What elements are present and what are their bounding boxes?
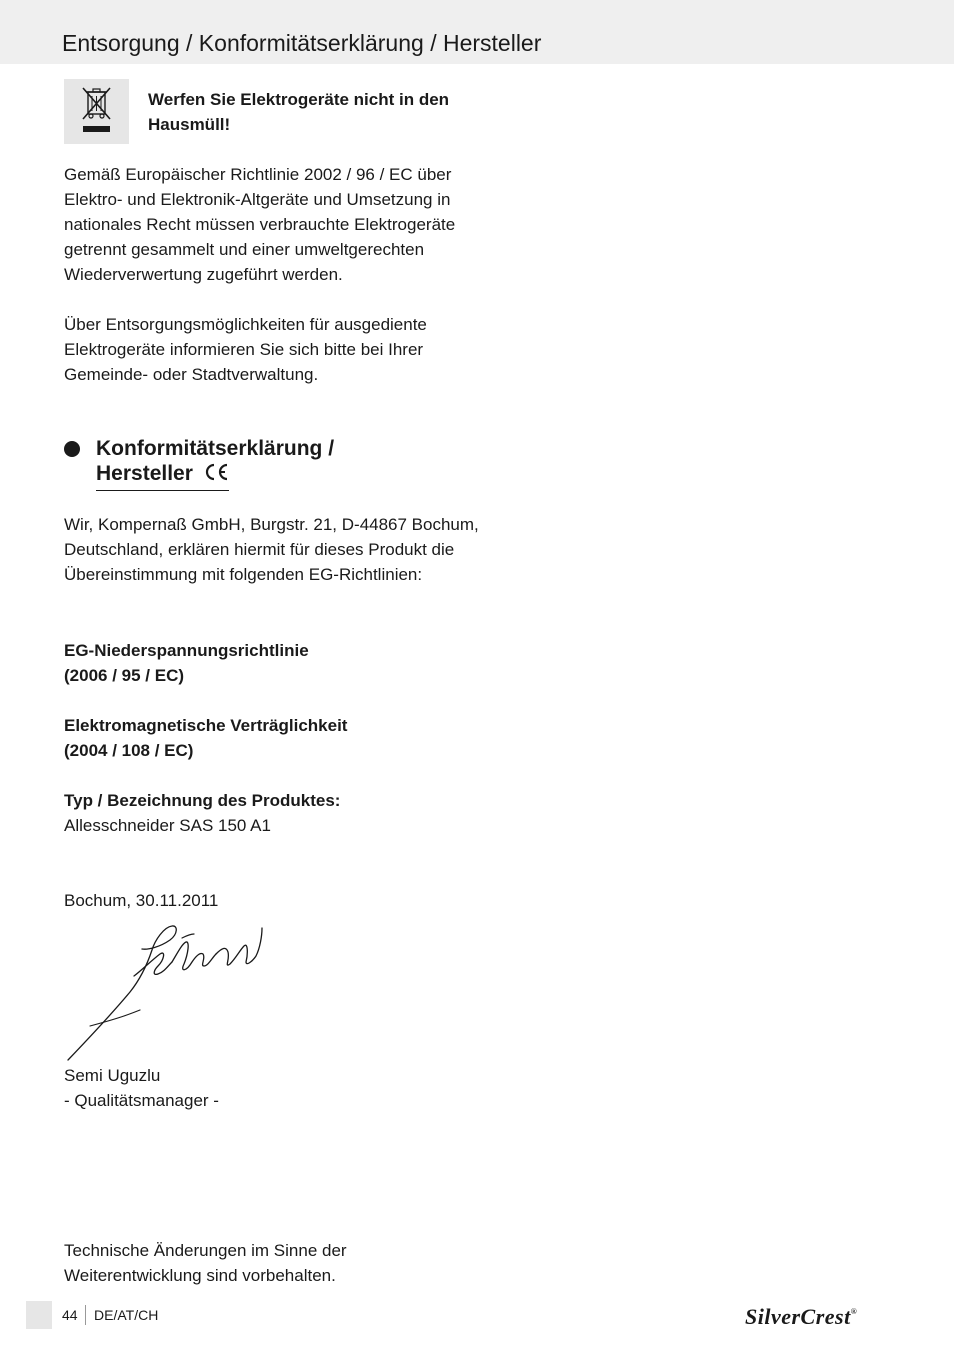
- section-heading-line2: [96, 461, 229, 491]
- weee-disposal-icon: [64, 79, 129, 144]
- section-heading-line1: Konformitätserklärung /: [96, 437, 335, 460]
- country-codes: DE/AT/CH: [94, 1307, 159, 1323]
- brand-logo-text: SilverCrest: [745, 1304, 851, 1329]
- page-title: Entsorgung / Konformitätserklärung / Hersteller: [62, 30, 542, 56]
- disposal-info-text: Über Entsorgungsmöglichkeiten für ausgediente Elektrogeräte informieren Sie sich bitte bei Ihrer Gemeinde- oder Stadtverwaltung.: [64, 315, 427, 384]
- signature: [60, 922, 270, 1067]
- footer-divider: [85, 1305, 86, 1325]
- signer-role: - Qualitätsmanager -: [64, 1091, 219, 1110]
- low-voltage-directive-number: (2006 / 95 / EC): [64, 666, 185, 685]
- registered-mark-icon: ®: [850, 1307, 858, 1316]
- disposal-directive-text: Gemäß Europäischer Richtlinie 2002 / 96 / EC über Elektro- und Elektronik-Altgeräte und Umsetzung in nationales Recht müssen verbrauchte Elektrogeräte getrennt gesammelt und einer umweltgerechten Wiederverwertung zugeführt werden.: [64, 165, 456, 284]
- brand-logo: [745, 1298, 857, 1331]
- signer-name: Semi Uguzlu: [64, 1066, 161, 1085]
- page-number: 44: [62, 1307, 78, 1323]
- section-heading: [96, 436, 334, 491]
- page-marker: [26, 1301, 52, 1329]
- emc-directive-name: Elektromagnetische Verträglichkeit: [64, 716, 348, 735]
- declaration-text: Wir, Kompernaß GmbH, Burgstr. 21, D-44867 Bochum, Deutschland, erklären hiermit für dieses Produkt die Übereinstimmung mit folgenden EG-Richtlinien:: [64, 515, 479, 584]
- emc-directive-number: (2004 / 108 / EC): [64, 741, 194, 760]
- section-bullet-icon: [64, 441, 80, 457]
- emc-directive: [64, 713, 484, 763]
- ce-mark-icon: [203, 462, 229, 488]
- technical-changes-note: Technische Änderungen im Sinne der Weiterentwicklung sind vorbehalten.: [64, 1241, 347, 1285]
- section-heading-manufacturer: Hersteller: [96, 462, 193, 485]
- product-name: Allesschneider SAS 150 A1: [64, 816, 271, 835]
- place-date: Bochum, 30.11.2011: [64, 891, 219, 910]
- product-type-label: Typ / Bezeichnung des Produktes:: [64, 791, 341, 810]
- disposal-warning: Werfen Sie Elektrogeräte nicht in den Hausmüll!: [148, 90, 450, 134]
- low-voltage-directive: [64, 638, 484, 688]
- low-voltage-directive-name: EG-Niederspannungsrichtlinie: [64, 641, 309, 660]
